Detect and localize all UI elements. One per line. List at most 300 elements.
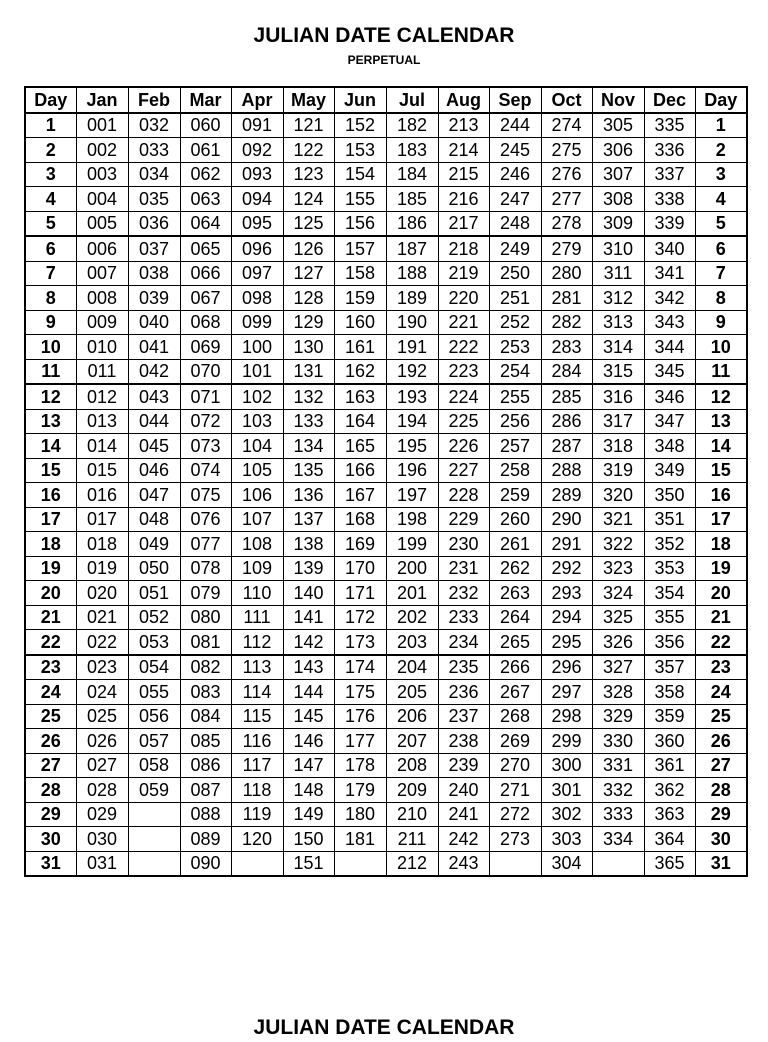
- julian-day-cell: 127: [283, 261, 334, 286]
- julian-day-cell: 224: [438, 384, 489, 409]
- julian-day-cell: 161: [334, 335, 386, 360]
- column-header: Day: [25, 87, 76, 113]
- julian-day-cell: 275: [541, 138, 592, 163]
- julian-day-cell: 155: [334, 187, 386, 212]
- table-row: [25, 680, 747, 705]
- table-row: [25, 605, 747, 630]
- julian-day-cell: 242: [438, 827, 489, 852]
- julian-day-cell: 226: [438, 434, 489, 459]
- julian-day-cell: 173: [334, 630, 386, 655]
- julian-day-cell: 145: [283, 704, 334, 729]
- julian-day-cell: 170: [334, 556, 386, 581]
- julian-day-cell: 284: [541, 359, 592, 384]
- julian-day-cell: 113: [231, 655, 283, 680]
- julian-day-cell: 327: [592, 655, 644, 680]
- julian-day-cell: 365: [644, 851, 695, 876]
- julian-date-table: [24, 86, 748, 877]
- julian-day-cell: 081: [180, 630, 231, 655]
- table-row: [25, 286, 747, 311]
- julian-day-cell: 151: [283, 851, 334, 876]
- julian-day-cell: 028: [76, 778, 128, 803]
- julian-day-cell: 333: [592, 802, 644, 827]
- julian-day-cell: 230: [438, 532, 489, 557]
- column-header: Sep: [489, 87, 541, 113]
- julian-day-cell: 157: [334, 236, 386, 261]
- julian-day-cell: 185: [386, 187, 438, 212]
- julian-day-cell: 014: [76, 434, 128, 459]
- julian-day-cell: 116: [231, 729, 283, 754]
- julian-day-cell: 097: [231, 261, 283, 286]
- julian-day-cell: 178: [334, 753, 386, 778]
- julian-day-cell: 106: [231, 483, 283, 508]
- julian-day-cell: 204: [386, 655, 438, 680]
- julian-day-cell: 102: [231, 384, 283, 409]
- julian-day-cell: 237: [438, 704, 489, 729]
- julian-day-cell: 308: [592, 187, 644, 212]
- julian-day-cell: 137: [283, 507, 334, 532]
- julian-day-cell: 254: [489, 359, 541, 384]
- column-header: Oct: [541, 87, 592, 113]
- julian-day-cell: 041: [128, 335, 180, 360]
- julian-day-cell: 219: [438, 261, 489, 286]
- table-row: [25, 802, 747, 827]
- julian-day-cell: 282: [541, 310, 592, 335]
- julian-day-cell: 249: [489, 236, 541, 261]
- column-header: Jul: [386, 87, 438, 113]
- julian-day-cell: 346: [644, 384, 695, 409]
- julian-day-cell: 287: [541, 434, 592, 459]
- julian-day-cell: 030: [76, 827, 128, 852]
- julian-day-cell: 025: [76, 704, 128, 729]
- julian-day-cell: 059: [128, 778, 180, 803]
- julian-day-cell: 100: [231, 335, 283, 360]
- table-row: [25, 458, 747, 483]
- julian-day-cell: 355: [644, 605, 695, 630]
- day-number-cell: 14: [25, 434, 76, 459]
- julian-day-cell: 194: [386, 409, 438, 434]
- julian-day-cell: 171: [334, 581, 386, 606]
- julian-day-cell: 293: [541, 581, 592, 606]
- julian-day-cell: 207: [386, 729, 438, 754]
- julian-day-cell: 313: [592, 310, 644, 335]
- julian-day-cell: 172: [334, 605, 386, 630]
- day-number-cell: 1: [25, 113, 76, 138]
- julian-day-cell: 221: [438, 310, 489, 335]
- julian-day-cell: 181: [334, 827, 386, 852]
- julian-day-cell: 160: [334, 310, 386, 335]
- julian-day-cell: 217: [438, 211, 489, 236]
- julian-day-cell: 228: [438, 483, 489, 508]
- day-number-cell: 20: [25, 581, 76, 606]
- column-header: Dec: [644, 87, 695, 113]
- julian-day-cell: 213: [438, 113, 489, 138]
- julian-day-cell: 114: [231, 680, 283, 705]
- julian-day-cell: 120: [231, 827, 283, 852]
- julian-day-cell: 128: [283, 286, 334, 311]
- julian-day-cell: 364: [644, 827, 695, 852]
- column-header: Mar: [180, 87, 231, 113]
- julian-day-cell: 343: [644, 310, 695, 335]
- julian-day-cell: 153: [334, 138, 386, 163]
- day-number-cell: 30: [25, 827, 76, 852]
- julian-day-cell: 133: [283, 409, 334, 434]
- julian-day-cell: [489, 851, 541, 876]
- julian-day-cell: 269: [489, 729, 541, 754]
- julian-day-cell: 309: [592, 211, 644, 236]
- julian-day-cell: 040: [128, 310, 180, 335]
- julian-day-cell: 121: [283, 113, 334, 138]
- julian-day-cell: 042: [128, 359, 180, 384]
- day-number-cell: 20: [695, 581, 747, 606]
- day-number-cell: 6: [695, 236, 747, 261]
- julian-day-cell: 188: [386, 261, 438, 286]
- page-title: JULIAN DATE CALENDAR: [253, 24, 515, 47]
- julian-day-cell: 324: [592, 581, 644, 606]
- julian-day-cell: 179: [334, 778, 386, 803]
- footer-title: JULIAN DATE CALENDAR: [253, 1016, 515, 1039]
- day-number-cell: 17: [25, 507, 76, 532]
- table-row: [25, 236, 747, 261]
- julian-day-cell: 144: [283, 680, 334, 705]
- julian-day-cell: 210: [386, 802, 438, 827]
- table-row: [25, 359, 747, 384]
- day-number-cell: 3: [695, 162, 747, 187]
- julian-day-cell: 311: [592, 261, 644, 286]
- julian-day-cell: 024: [76, 680, 128, 705]
- julian-day-cell: 330: [592, 729, 644, 754]
- julian-day-cell: 054: [128, 655, 180, 680]
- julian-day-cell: 156: [334, 211, 386, 236]
- julian-day-cell: 358: [644, 680, 695, 705]
- julian-day-cell: 027: [76, 753, 128, 778]
- julian-day-cell: 036: [128, 211, 180, 236]
- julian-day-cell: 336: [644, 138, 695, 163]
- julian-day-cell: 096: [231, 236, 283, 261]
- day-number-cell: 16: [25, 483, 76, 508]
- julian-day-cell: 278: [541, 211, 592, 236]
- julian-day-cell: 253: [489, 335, 541, 360]
- julian-day-cell: 131: [283, 359, 334, 384]
- table-row: [25, 630, 747, 655]
- day-number-cell: 8: [695, 286, 747, 311]
- julian-day-cell: 012: [76, 384, 128, 409]
- julian-day-cell: 337: [644, 162, 695, 187]
- julian-day-cell: 130: [283, 335, 334, 360]
- julian-day-cell: 354: [644, 581, 695, 606]
- julian-day-cell: 302: [541, 802, 592, 827]
- julian-day-cell: 233: [438, 605, 489, 630]
- table-row: [25, 384, 747, 409]
- table-row: [25, 187, 747, 212]
- julian-day-cell: 256: [489, 409, 541, 434]
- julian-day-cell: 094: [231, 187, 283, 212]
- julian-day-cell: 187: [386, 236, 438, 261]
- julian-day-cell: 073: [180, 434, 231, 459]
- julian-day-cell: 108: [231, 532, 283, 557]
- julian-day-cell: 064: [180, 211, 231, 236]
- day-number-cell: 28: [695, 778, 747, 803]
- julian-day-cell: 261: [489, 532, 541, 557]
- julian-day-cell: 326: [592, 630, 644, 655]
- julian-day-cell: 061: [180, 138, 231, 163]
- julian-day-cell: [592, 851, 644, 876]
- julian-day-cell: 182: [386, 113, 438, 138]
- julian-day-cell: 142: [283, 630, 334, 655]
- julian-day-cell: 279: [541, 236, 592, 261]
- julian-day-cell: 055: [128, 680, 180, 705]
- table-row: [25, 335, 747, 360]
- julian-day-cell: 152: [334, 113, 386, 138]
- julian-day-cell: 022: [76, 630, 128, 655]
- julian-day-cell: 177: [334, 729, 386, 754]
- julian-day-cell: 184: [386, 162, 438, 187]
- day-number-cell: 25: [695, 704, 747, 729]
- day-number-cell: 13: [695, 409, 747, 434]
- day-number-cell: 23: [695, 655, 747, 680]
- julian-day-cell: 051: [128, 581, 180, 606]
- column-header: Jan: [76, 87, 128, 113]
- julian-day-cell: 205: [386, 680, 438, 705]
- julian-day-cell: 103: [231, 409, 283, 434]
- julian-day-cell: 263: [489, 581, 541, 606]
- julian-day-cell: 214: [438, 138, 489, 163]
- day-number-cell: 8: [25, 286, 76, 311]
- table-row: [25, 753, 747, 778]
- julian-day-cell: 345: [644, 359, 695, 384]
- julian-day-cell: 223: [438, 359, 489, 384]
- julian-day-cell: 162: [334, 359, 386, 384]
- day-number-cell: 9: [25, 310, 76, 335]
- julian-day-cell: 334: [592, 827, 644, 852]
- julian-day-cell: 135: [283, 458, 334, 483]
- julian-day-cell: 335: [644, 113, 695, 138]
- julian-day-cell: 299: [541, 729, 592, 754]
- julian-day-cell: 235: [438, 655, 489, 680]
- julian-day-cell: 277: [541, 187, 592, 212]
- julian-day-cell: [128, 851, 180, 876]
- julian-day-cell: 192: [386, 359, 438, 384]
- julian-day-cell: 329: [592, 704, 644, 729]
- day-number-cell: 3: [25, 162, 76, 187]
- julian-day-cell: 236: [438, 680, 489, 705]
- day-number-cell: 19: [25, 556, 76, 581]
- day-number-cell: 29: [695, 802, 747, 827]
- day-number-cell: 25: [25, 704, 76, 729]
- julian-day-cell: 050: [128, 556, 180, 581]
- julian-day-cell: 180: [334, 802, 386, 827]
- julian-day-cell: 195: [386, 434, 438, 459]
- julian-day-cell: 274: [541, 113, 592, 138]
- julian-day-cell: 046: [128, 458, 180, 483]
- day-number-cell: 10: [695, 335, 747, 360]
- julian-day-cell: 359: [644, 704, 695, 729]
- julian-day-cell: 298: [541, 704, 592, 729]
- julian-day-cell: 267: [489, 680, 541, 705]
- julian-day-cell: 035: [128, 187, 180, 212]
- julian-day-cell: 007: [76, 261, 128, 286]
- julian-day-cell: 017: [76, 507, 128, 532]
- julian-day-cell: 136: [283, 483, 334, 508]
- julian-day-cell: 301: [541, 778, 592, 803]
- julian-day-cell: 031: [76, 851, 128, 876]
- julian-day-cell: 005: [76, 211, 128, 236]
- julian-day-cell: 138: [283, 532, 334, 557]
- julian-day-cell: 039: [128, 286, 180, 311]
- julian-day-cell: 257: [489, 434, 541, 459]
- julian-day-cell: 044: [128, 409, 180, 434]
- julian-day-cell: 351: [644, 507, 695, 532]
- day-number-cell: 22: [695, 630, 747, 655]
- day-number-cell: 4: [25, 187, 76, 212]
- day-number-cell: 19: [695, 556, 747, 581]
- julian-day-cell: 222: [438, 335, 489, 360]
- julian-day-cell: 297: [541, 680, 592, 705]
- julian-day-cell: 026: [76, 729, 128, 754]
- julian-day-cell: 088: [180, 802, 231, 827]
- julian-day-cell: 322: [592, 532, 644, 557]
- julian-day-cell: 314: [592, 335, 644, 360]
- julian-day-cell: 325: [592, 605, 644, 630]
- day-number-cell: 11: [25, 359, 76, 384]
- julian-day-cell: 319: [592, 458, 644, 483]
- julian-day-cell: 087: [180, 778, 231, 803]
- julian-day-cell: 342: [644, 286, 695, 311]
- day-number-cell: 31: [695, 851, 747, 876]
- julian-day-cell: 167: [334, 483, 386, 508]
- day-number-cell: 18: [25, 532, 76, 557]
- julian-day-cell: 341: [644, 261, 695, 286]
- julian-day-cell: 109: [231, 556, 283, 581]
- julian-day-cell: 141: [283, 605, 334, 630]
- day-number-cell: 24: [695, 680, 747, 705]
- julian-day-cell: 052: [128, 605, 180, 630]
- julian-day-cell: 105: [231, 458, 283, 483]
- julian-day-cell: 093: [231, 162, 283, 187]
- julian-day-cell: 303: [541, 827, 592, 852]
- julian-day-cell: 166: [334, 458, 386, 483]
- day-number-cell: 23: [25, 655, 76, 680]
- julian-day-cell: 268: [489, 704, 541, 729]
- julian-day-cell: 340: [644, 236, 695, 261]
- julian-day-cell: 163: [334, 384, 386, 409]
- julian-day-cell: 361: [644, 753, 695, 778]
- julian-day-cell: 020: [76, 581, 128, 606]
- julian-day-cell: 037: [128, 236, 180, 261]
- day-number-cell: 11: [695, 359, 747, 384]
- julian-day-cell: 009: [76, 310, 128, 335]
- julian-day-cell: 168: [334, 507, 386, 532]
- julian-day-cell: 010: [76, 335, 128, 360]
- julian-day-cell: 270: [489, 753, 541, 778]
- julian-day-cell: 074: [180, 458, 231, 483]
- julian-day-cell: 306: [592, 138, 644, 163]
- julian-day-cell: 111: [231, 605, 283, 630]
- header-row: [25, 87, 747, 113]
- julian-day-cell: 164: [334, 409, 386, 434]
- day-number-cell: 4: [695, 187, 747, 212]
- day-number-cell: 22: [25, 630, 76, 655]
- table-row: [25, 261, 747, 286]
- julian-day-cell: 089: [180, 827, 231, 852]
- julian-day-cell: 196: [386, 458, 438, 483]
- day-number-cell: 1: [695, 113, 747, 138]
- day-number-cell: 28: [25, 778, 76, 803]
- column-header: Nov: [592, 87, 644, 113]
- table-row: [25, 162, 747, 187]
- julian-day-cell: 206: [386, 704, 438, 729]
- julian-day-cell: 291: [541, 532, 592, 557]
- julian-day-cell: 246: [489, 162, 541, 187]
- julian-day-cell: 323: [592, 556, 644, 581]
- julian-day-cell: 357: [644, 655, 695, 680]
- julian-day-cell: 058: [128, 753, 180, 778]
- day-number-cell: 15: [695, 458, 747, 483]
- julian-day-cell: 107: [231, 507, 283, 532]
- julian-day-cell: 019: [76, 556, 128, 581]
- julian-day-cell: 201: [386, 581, 438, 606]
- julian-day-cell: 077: [180, 532, 231, 557]
- julian-day-cell: 092: [231, 138, 283, 163]
- julian-day-cell: 315: [592, 359, 644, 384]
- column-header: Day: [695, 87, 747, 113]
- julian-day-cell: 056: [128, 704, 180, 729]
- day-number-cell: 21: [25, 605, 76, 630]
- julian-day-cell: 091: [231, 113, 283, 138]
- julian-day-cell: 300: [541, 753, 592, 778]
- julian-day-cell: 344: [644, 335, 695, 360]
- table-row: [25, 729, 747, 754]
- julian-day-cell: 001: [76, 113, 128, 138]
- julian-day-cell: 175: [334, 680, 386, 705]
- julian-day-cell: 047: [128, 483, 180, 508]
- day-number-cell: 31: [25, 851, 76, 876]
- day-number-cell: 12: [25, 384, 76, 409]
- julian-day-cell: 043: [128, 384, 180, 409]
- julian-day-cell: 118: [231, 778, 283, 803]
- table-row: [25, 483, 747, 508]
- julian-day-cell: 285: [541, 384, 592, 409]
- julian-day-cell: 183: [386, 138, 438, 163]
- table-row: [25, 778, 747, 803]
- julian-day-cell: 276: [541, 162, 592, 187]
- julian-day-cell: 063: [180, 187, 231, 212]
- julian-day-cell: 015: [76, 458, 128, 483]
- julian-day-cell: 248: [489, 211, 541, 236]
- julian-day-cell: 189: [386, 286, 438, 311]
- julian-day-cell: 245: [489, 138, 541, 163]
- julian-day-cell: 266: [489, 655, 541, 680]
- julian-day-cell: 104: [231, 434, 283, 459]
- julian-day-cell: 146: [283, 729, 334, 754]
- julian-day-cell: 110: [231, 581, 283, 606]
- julian-day-cell: 350: [644, 483, 695, 508]
- julian-day-cell: 123: [283, 162, 334, 187]
- julian-day-cell: 243: [438, 851, 489, 876]
- julian-day-cell: 316: [592, 384, 644, 409]
- julian-day-cell: 259: [489, 483, 541, 508]
- julian-day-cell: 193: [386, 384, 438, 409]
- julian-day-cell: 159: [334, 286, 386, 311]
- day-number-cell: 17: [695, 507, 747, 532]
- julian-day-cell: 304: [541, 851, 592, 876]
- julian-day-cell: 067: [180, 286, 231, 311]
- julian-day-cell: 132: [283, 384, 334, 409]
- julian-day-cell: 307: [592, 162, 644, 187]
- page-subtitle: PERPETUAL: [347, 53, 421, 67]
- julian-day-cell: 280: [541, 261, 592, 286]
- julian-day-cell: 258: [489, 458, 541, 483]
- julian-day-cell: 034: [128, 162, 180, 187]
